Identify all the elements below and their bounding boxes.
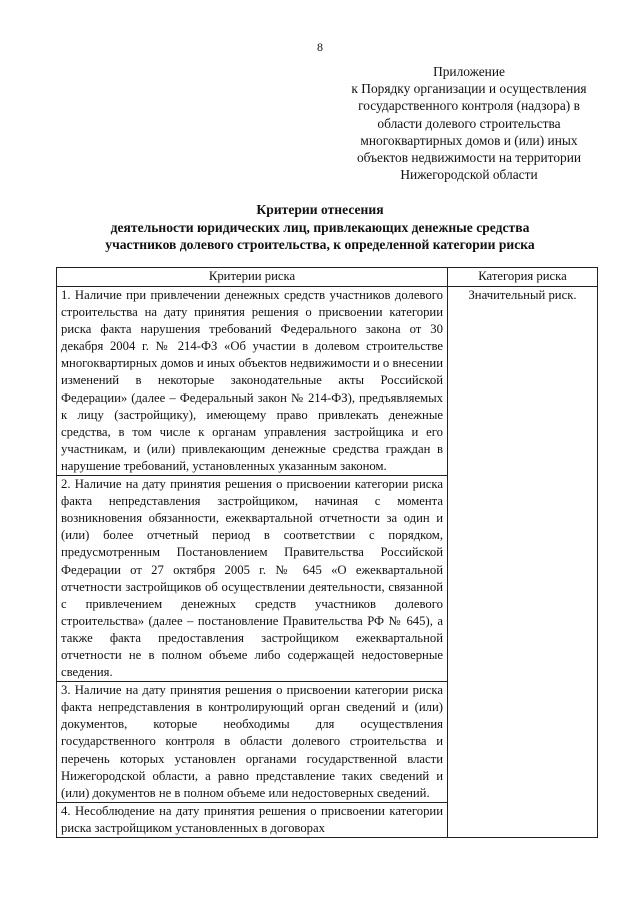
criterion-cell: 3. Наличие на дату принятия решения о присвоении категории риска факта непредставления в контролирующий орган сведений и (или) документов, которые необходимы для осуществления государственного контроля в области долевого строительства и перечень которых установлен органами государственной власти Нижегородской области, а равно представление таких сведений и (или) документов не в полном объеме или недостоверных сведений. (57, 682, 448, 803)
table-row (57, 287, 598, 476)
appendix-line: объектов недвижимости на территории (356, 150, 582, 166)
risk-criteria-table (56, 267, 598, 838)
appendix-line: многоквартирных домов и (или) иных (360, 132, 578, 148)
appendix-line: Приложение (433, 64, 505, 79)
title-line: участников долевого строительства, к определенной категории риска (105, 237, 535, 253)
header-criteria: Критерии риска (57, 268, 448, 287)
table-header-row (57, 268, 598, 287)
appendix-heading (322, 63, 616, 183)
appendix-line: государственного контроля (надзора) в (358, 98, 580, 114)
criterion-cell: 4. Несоблюдение на дату принятия решения о присвоении категории риска застройщиком установленных в договорах (57, 802, 448, 837)
criterion-cell: 1. Наличие при привлечении денежных средств участников долевого строительства на дату принятия решения о присвоении категории риска факта нарушения требований Федерального закона от 30 декабря 2004 г. № 214-ФЗ «Об участии в долевом строительстве многоквартирных домов и иных объектов недвижимости и о внесении изменений в некоторые законодательные акты Российской Федерации» (далее – Федеральный закон № 214-ФЗ), предъявляемых к лицу (застройщику), имеющему право привлекать денежные средства, в том числе к органам управления застройщика и его участникам, и (или) привлекающим денежные средства граждан в нарушение требований, установленных указанным законом. (57, 287, 448, 476)
page-number: 8 (317, 40, 323, 54)
category-cell: Значительный риск. (448, 287, 598, 838)
title-line: деятельности юридических лиц, привлекающих денежные средства (110, 219, 530, 235)
appendix-line: области долевого строительства (377, 115, 561, 131)
appendix-line: Нижегородской области (400, 167, 538, 183)
header-category: Категория риска (448, 268, 598, 287)
criterion-cell: 2. Наличие на дату принятия решения о присвоении категории риска факта непредставления застройщиком, начиная с момента возникновения обязанности, ежеквартальной отчетности за один и (или) более отчетный период в соответствии с порядком, предусмотренным Постановлением Правительства Российской Федерации от 27 октября 2005 г. № 645 «О ежеквартальной отчетности застройщиков об осуществлении деятельности, связанной с привлечением денежных средств участников долевого строительства» (далее – постановление Правительства РФ № 645), а также факта предоставления застройщиком ежеквартальной отчетности не в полном объеме либо содержащей недостоверные сведения. (57, 476, 448, 682)
appendix-line: к Порядку организации и осуществления (351, 81, 587, 97)
document-title (0, 201, 640, 254)
title-line: Критерии отнесения (256, 202, 384, 217)
